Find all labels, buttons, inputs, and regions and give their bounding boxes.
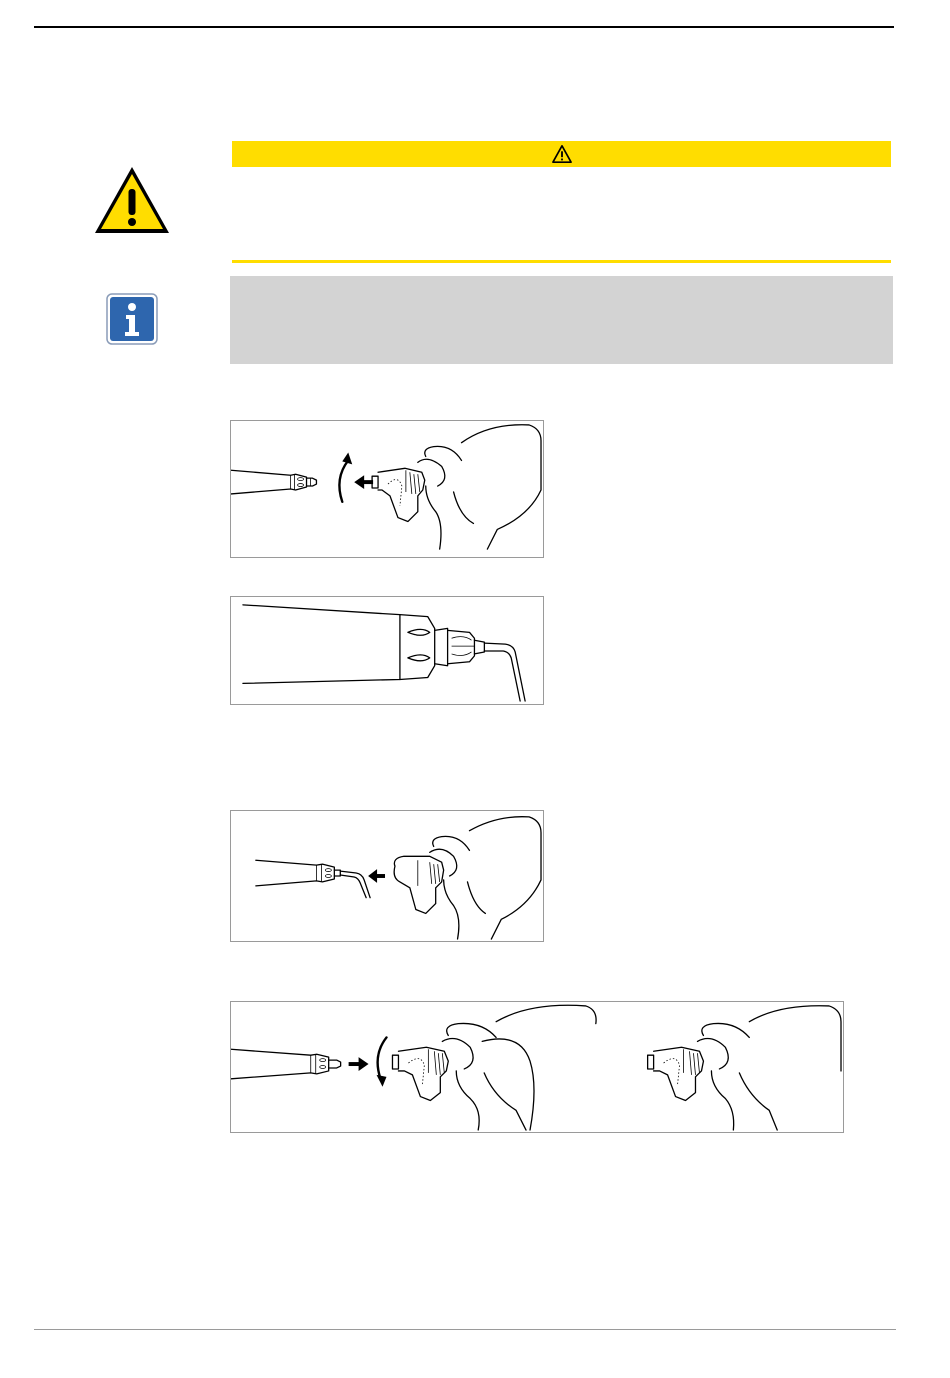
header-rule: [34, 26, 894, 28]
warning-body: [232, 168, 891, 260]
rotate-arrow: [377, 1037, 387, 1086]
footer-rule: [34, 1329, 896, 1330]
rotate-arrow: [339, 453, 352, 502]
figure-remove-tip: [230, 1001, 844, 1133]
info-box: [230, 276, 893, 364]
torque-wrench-with-tip-drawing: [648, 1047, 704, 1100]
tip-drawing: [484, 643, 525, 701]
push-left-arrow: [368, 869, 385, 883]
warning-bottom-rule: [232, 260, 891, 263]
torque-wrench-drawing: [394, 856, 444, 913]
figure-mounted-tip: [230, 596, 544, 705]
hand-drawing: [442, 1005, 596, 1130]
handpiece-drawing: [231, 1049, 341, 1079]
info-icon: [106, 293, 158, 345]
push-left-arrow: [354, 475, 373, 489]
torque-wrench-drawing: [372, 468, 425, 521]
warning-triangle-icon: [92, 164, 172, 236]
tip-drawing: [340, 871, 370, 898]
warning-small-icon: [551, 144, 573, 164]
hand-drawing: [430, 817, 541, 939]
hand-drawing-right: [697, 1006, 841, 1130]
hand-drawing: [418, 425, 541, 549]
figure-place-wrench: [230, 810, 544, 942]
handpiece-drawing: [231, 470, 316, 494]
figure-insert-tip: [230, 420, 544, 558]
handpiece-drawing: [256, 860, 340, 886]
warning-header-bar: [232, 141, 891, 167]
handpiece-closeup-drawing: [243, 605, 484, 684]
pull-right-arrow: [349, 1057, 369, 1071]
torque-wrench-drawing: [392, 1047, 448, 1100]
